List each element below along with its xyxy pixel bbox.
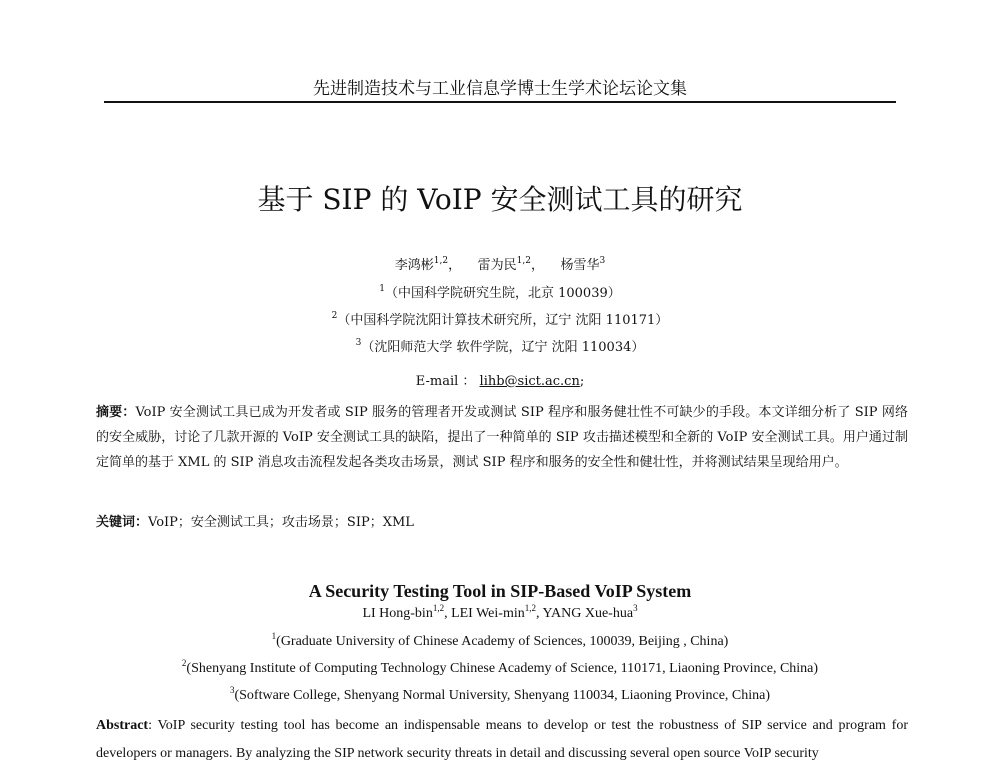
- author-cn-1-sup: 1,2: [433, 256, 449, 266]
- affiliation-en-3: [0, 687, 1000, 705]
- author-en-2-sup: 1,2: [524, 603, 536, 613]
- author-cn-3-sup: 3: [599, 256, 606, 266]
- english-authors: [0, 605, 1000, 623]
- chinese-authors: [0, 257, 1000, 275]
- author-en-3-sup: 3: [633, 603, 638, 613]
- affiliation-en-1-sup: 1: [271, 631, 277, 641]
- affiliation-cn-3: [0, 339, 1000, 357]
- affiliation-cn-3-sup: 3: [355, 338, 362, 348]
- chinese-abstract: [96, 400, 908, 475]
- author-en-1: LI Hong-bin: [362, 606, 433, 621]
- author-cn-1: 李鸿彬: [394, 258, 434, 273]
- abstract-en-text: : VoIP security testing tool has become an indispensable means to develop or test the robustness of SIP service and program for developers or managers. By analyzing the SIP network security threats in detail and discussing several open source VoIP security: [96, 718, 908, 761]
- affiliation-en-2-text: (Shenyang Institute of Computing Technology Chinese Academy of Science, 110171, Liaoning Province, China): [186, 661, 819, 676]
- affiliation-cn-1-sup: 1: [379, 284, 385, 294]
- affiliation-en-3-sup: 3: [229, 685, 235, 695]
- affiliation-en-3-text: (Software College, Shenyang Normal University, Shenyang 110034, Liaoning Province, China): [234, 688, 771, 703]
- author-en-2-sep: ,: [535, 606, 543, 621]
- abstract-cn-label: 摘要：: [96, 405, 136, 420]
- abstract-cn-text: VoIP 安全测试工具已成为开发者或 SIP 服务的管理者开发或测试 SIP 程序和服务健壮性不可缺少的手段。本文详细分析了 SIP 网络的安全威胁，讨论了几款开源的 VoIP 安全测试工具的缺陷，提出了一种简单的 SIP 攻击描述模型和全新的 VoIP 安全测试工具。用户通过制定简单的基于 XML 的 SIP 消息攻击流程发起各类攻击场景，测试 SIP 程序和服务的安全性和健壮性，并将测试结果呈现给用户。: [96, 405, 908, 470]
- author-cn-2: 雷为民: [477, 258, 517, 273]
- email-label: E-mail ：: [415, 374, 476, 389]
- affiliation-cn-3-text: （沈阳师范大学 软件学院，辽宁 沈阳 110034）: [361, 340, 645, 355]
- header-rule: [104, 101, 896, 103]
- affiliation-cn-2-text: （中国科学院沈阳计算技术研究所，辽宁 沈阳 110171）: [337, 313, 669, 328]
- proceedings-header: 先进制造技术与工业信息学博士生学术论坛论文集: [313, 79, 687, 99]
- author-cn-3: 杨雪华: [560, 258, 600, 273]
- author-cn-2-sep: ，: [530, 258, 544, 273]
- author-en-1-sep: ,: [444, 606, 452, 621]
- chinese-title: 基于 SIP 的 VoIP 安全测试工具的研究: [257, 183, 743, 216]
- author-cn-1-sep: ，: [448, 258, 462, 273]
- author-en-2: LEI Wei-min: [451, 606, 525, 621]
- affiliation-en-1-text: (Graduate University of Chinese Academy of Sciences, 100039, Beijing , China): [276, 634, 729, 649]
- email-link[interactable]: lihb@sict.ac.cn: [479, 374, 580, 389]
- affiliation-en-2: [0, 660, 1000, 678]
- affiliation-cn-2: [0, 312, 1000, 330]
- keywords-cn-label: 关键词：: [96, 515, 149, 530]
- affiliation-cn-1: [0, 285, 1000, 303]
- affiliation-cn-1-text: （中国科学院研究生院，北京 100039）: [384, 286, 621, 301]
- email-line: [0, 373, 1000, 391]
- author-cn-2-sup: 1,2: [516, 256, 531, 266]
- keywords-cn-text: VoIP；安全测试工具；攻击场景；SIP；XML: [148, 515, 414, 530]
- affiliation-en-2-sup: 2: [181, 658, 187, 668]
- english-title: A Security Testing Tool in SIP-Based VoIP System: [308, 581, 692, 601]
- author-en-1-sup: 1,2: [432, 603, 445, 613]
- chinese-keywords: [96, 510, 908, 535]
- author-en-3: YANG Xue-hua: [542, 606, 634, 621]
- abstract-en-label: Abstract: [96, 718, 149, 733]
- email-tail: ;: [579, 374, 585, 389]
- affiliation-en-1: [0, 633, 1000, 651]
- affiliation-cn-2-sup: 2: [331, 311, 338, 321]
